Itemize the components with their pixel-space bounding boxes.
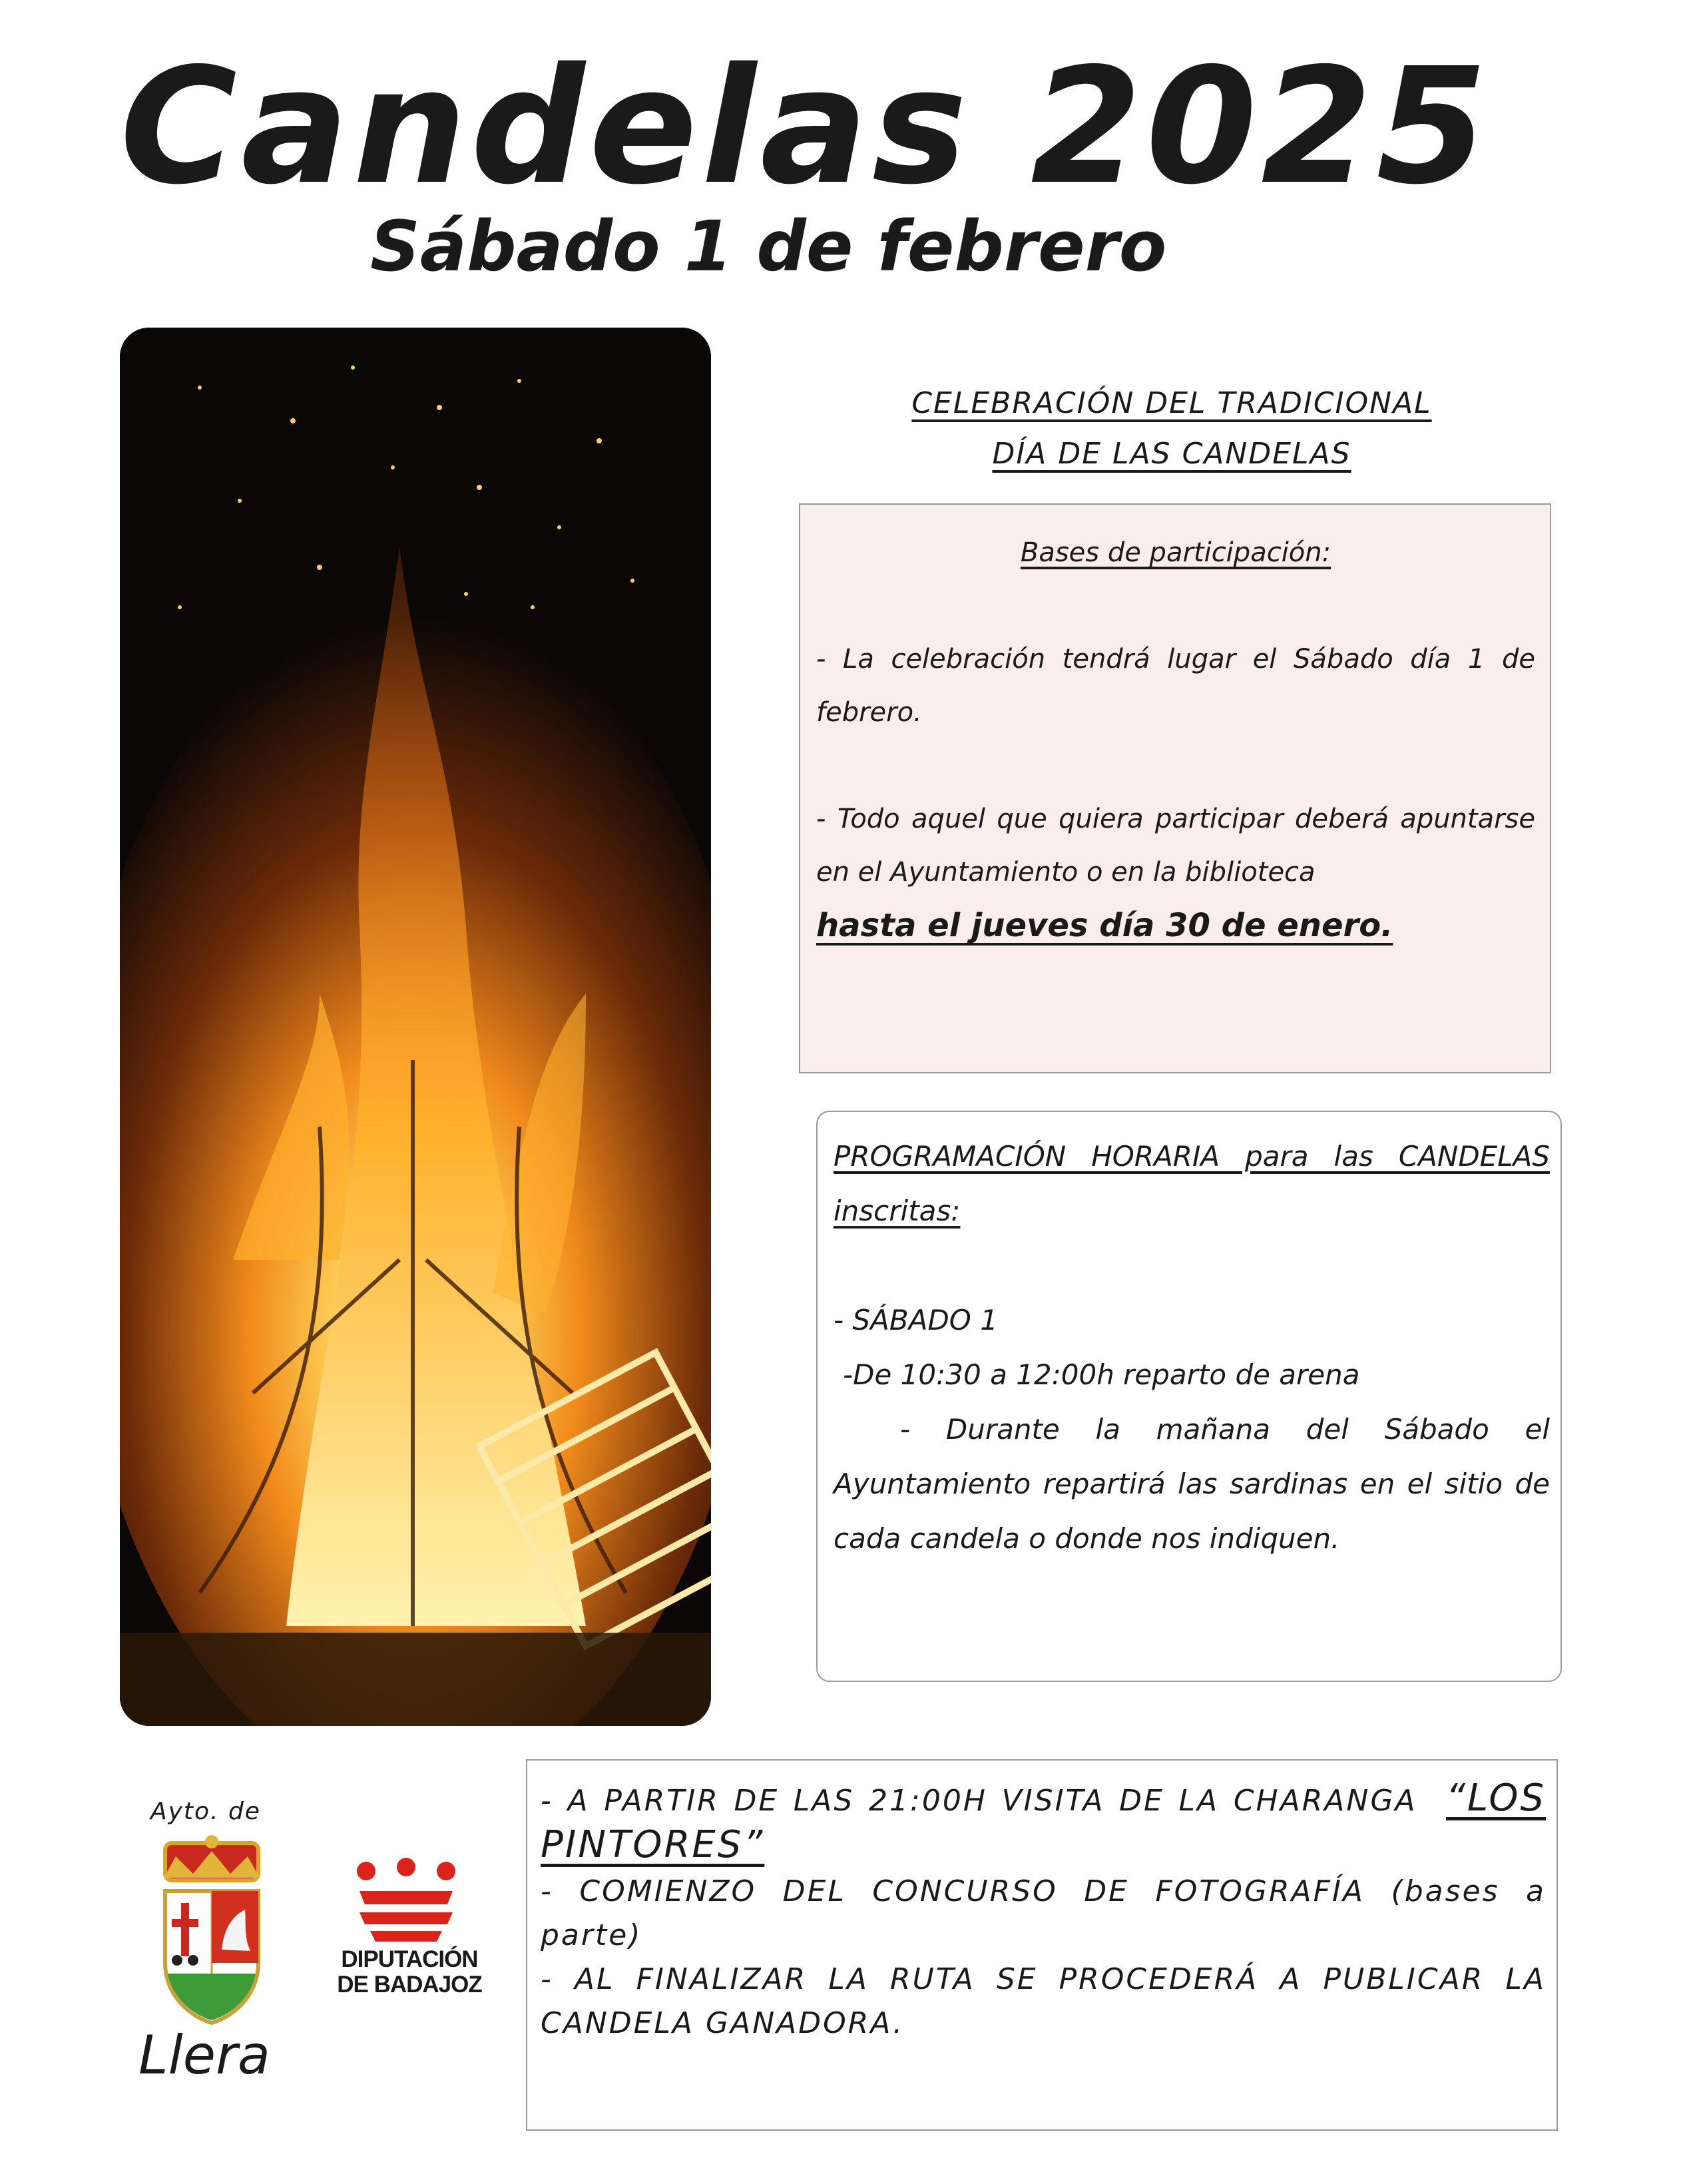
diputacion-line-1: DIPUTACIÓN	[341, 1946, 478, 1972]
bases-item-date: - La celebración tendrá lugar el Sábado día 1 de febrero.	[816, 644, 1535, 728]
poster-title: Candelas 2025	[120, 33, 1492, 220]
programacion-day: - SÁBADO 1	[834, 1304, 998, 1336]
town-name: Llera	[138, 2024, 270, 2086]
heading-line-2: DÍA DE LAS CANDELAS	[992, 437, 1351, 471]
llera-coat-of-arms-icon	[152, 1830, 272, 2030]
bases-box	[799, 503, 1551, 1073]
bonfire-photo	[120, 328, 711, 1726]
diputacion-wordmark	[326, 1947, 493, 1998]
diputacion-line-2: DE BADAJOZ	[337, 1972, 482, 1998]
evening-charanga-text: - A PARTIR DE LAS 21:00H VISITA DE LA CHARANGA	[541, 1784, 1417, 1818]
evening-box	[526, 1759, 1558, 2131]
poster-subtitle: Sábado 1 de febrero	[370, 206, 1167, 287]
evening-charanga-line	[541, 1776, 1546, 1870]
celebration-heading	[786, 378, 1558, 479]
evening-winner: - AL FINALIZAR LA RUTA SE PROCEDERÁ A PUBLICAR LA CANDELA GANADORA.	[541, 1962, 1546, 2040]
programacion-box	[816, 1111, 1562, 1682]
bases-heading: Bases de participación:	[1020, 537, 1331, 568]
heading-line-1: CELEBRACIÓN DEL TRADICIONAL	[911, 386, 1432, 420]
charanga-name: “LOS PINTORES”	[541, 1776, 1546, 1866]
programacion-heading: PROGRAMACIÓN HORARIA para las CANDELAS inscritas:	[834, 1140, 1550, 1227]
programacion-item-arena: -De 10:30 a 12:00h reparto de arena	[843, 1358, 1360, 1391]
bases-item-registration: - Todo aquel que quiera participar deberá apuntarse en el Ayuntamiento o en la biblioteca	[816, 804, 1535, 888]
bases-deadline: hasta el jueves día 30 de enero.	[816, 907, 1393, 944]
ayto-label: Ayto. de	[150, 1798, 261, 1825]
evening-photo-contest: - COMIENZO DEL CONCURSO DE FOTOGRAFÍA (bases a parte)	[541, 1874, 1546, 1952]
programacion-item-sardinas: - Durante la mañana del Sábado el Ayuntamiento repartirá las sardinas en el sitio de cada candela o donde nos indiquen.	[834, 1413, 1550, 1555]
